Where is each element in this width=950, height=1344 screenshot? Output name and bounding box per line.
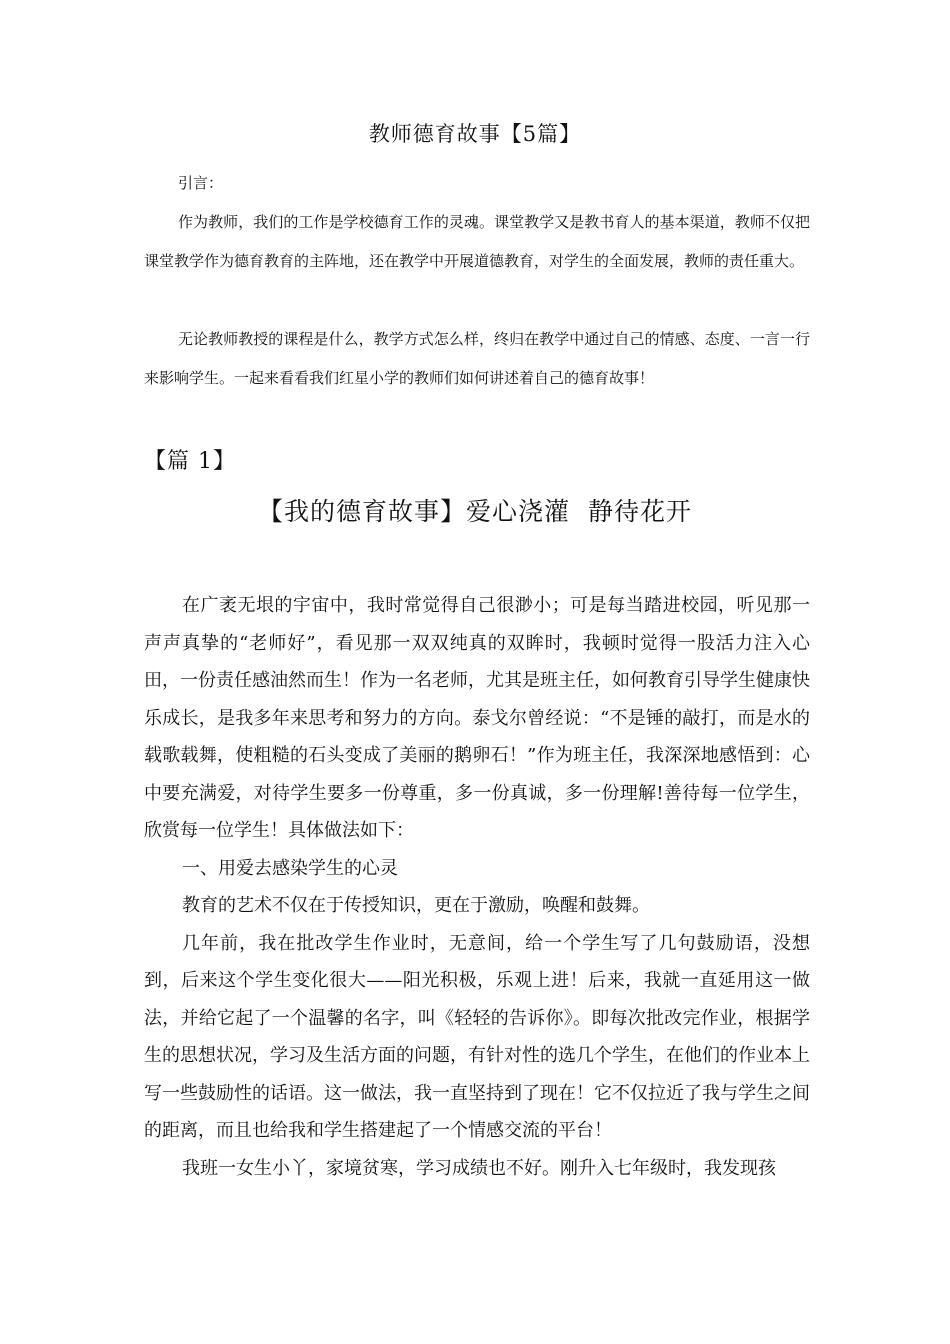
body-paragraph: 几年前，我在批改学生作业时，无意间，给一个学生写了几句鼓励语，没想到，后来这个学生变化很大——阳光积极，乐观上进！后来，我就一直延用这一做法，并给它起了一个温馨的名字，叫《轻轻的告诉你》。即每次批改完作业，根据学生的思想状况，学习及生活方面的问题，有针对性的选几个学生，在他们的作业本上写一些鼓励性的话语。这一做法，我一直坚持到了现在！它不仅拉近了我与学生之间的距离，而且也给我和学生搭建起了一个情感交流的平台！	[144, 932, 810, 1141]
body-paragraph: 我班一女生小丫，家境贫寒，学习成绩也不好。刚升入七年级时，我发现孩	[182, 1157, 776, 1179]
story-body	[144, 587, 810, 1187]
body-paragraph: 在广袤无垠的宇宙中，我时常觉得自己很渺小；可是每当踏进校园，听见那一声声真挚的“老师好”，看见那一双双纯真的双眸时，我顿时觉得一股活力注入心田，一份责任感油然而生！作为一名老师，尤其是班主任，如何教育引导学生健康快乐成长，是我多年来思考和努力的方向。泰戈尔曾经说：“不是锤的敲打，而是水的载歌载舞，使粗糙的石头变成了美丽的鹅卵石！”作为班主任，我深深地感悟到：心中要充满爱，对待学生要多一份尊重，多一份真诚，多一份理解!善待每一位学生，欣赏每一位学生！具体做法如下：	[144, 595, 810, 841]
intro-label: 引言：	[178, 174, 224, 192]
body-paragraph: 教育的艺术不仅在于传授知识，更在于激励，唤醒和鼓舞。	[182, 895, 650, 916]
document-title: 教师德育故事【5篇】	[368, 122, 582, 146]
story-title: 【我的德育故事】爱心浇灌 静待花开	[258, 497, 692, 526]
intro-paragraph: 作为教师，我们的工作是学校德育工作的灵魂。课堂教学又是教书育人的基本渠道，教师不仅把课堂教学作为德育教育的主阵地，还在教学中开展道德教育，对学生的全面发展，教师的责任重大。	[144, 213, 810, 270]
section-heading: 【篇 1】	[144, 449, 236, 474]
subsection-heading: 一、用爱去感染学生的心灵	[182, 857, 398, 879]
intro-paragraph: 无论教师教授的课程是什么，教学方式怎么样，终归在教学中通过自己的情感、态度、一言一行来影响学生。一起来看看我们红星小学的教师们如何讲述着自己的德育故事！	[144, 330, 810, 387]
